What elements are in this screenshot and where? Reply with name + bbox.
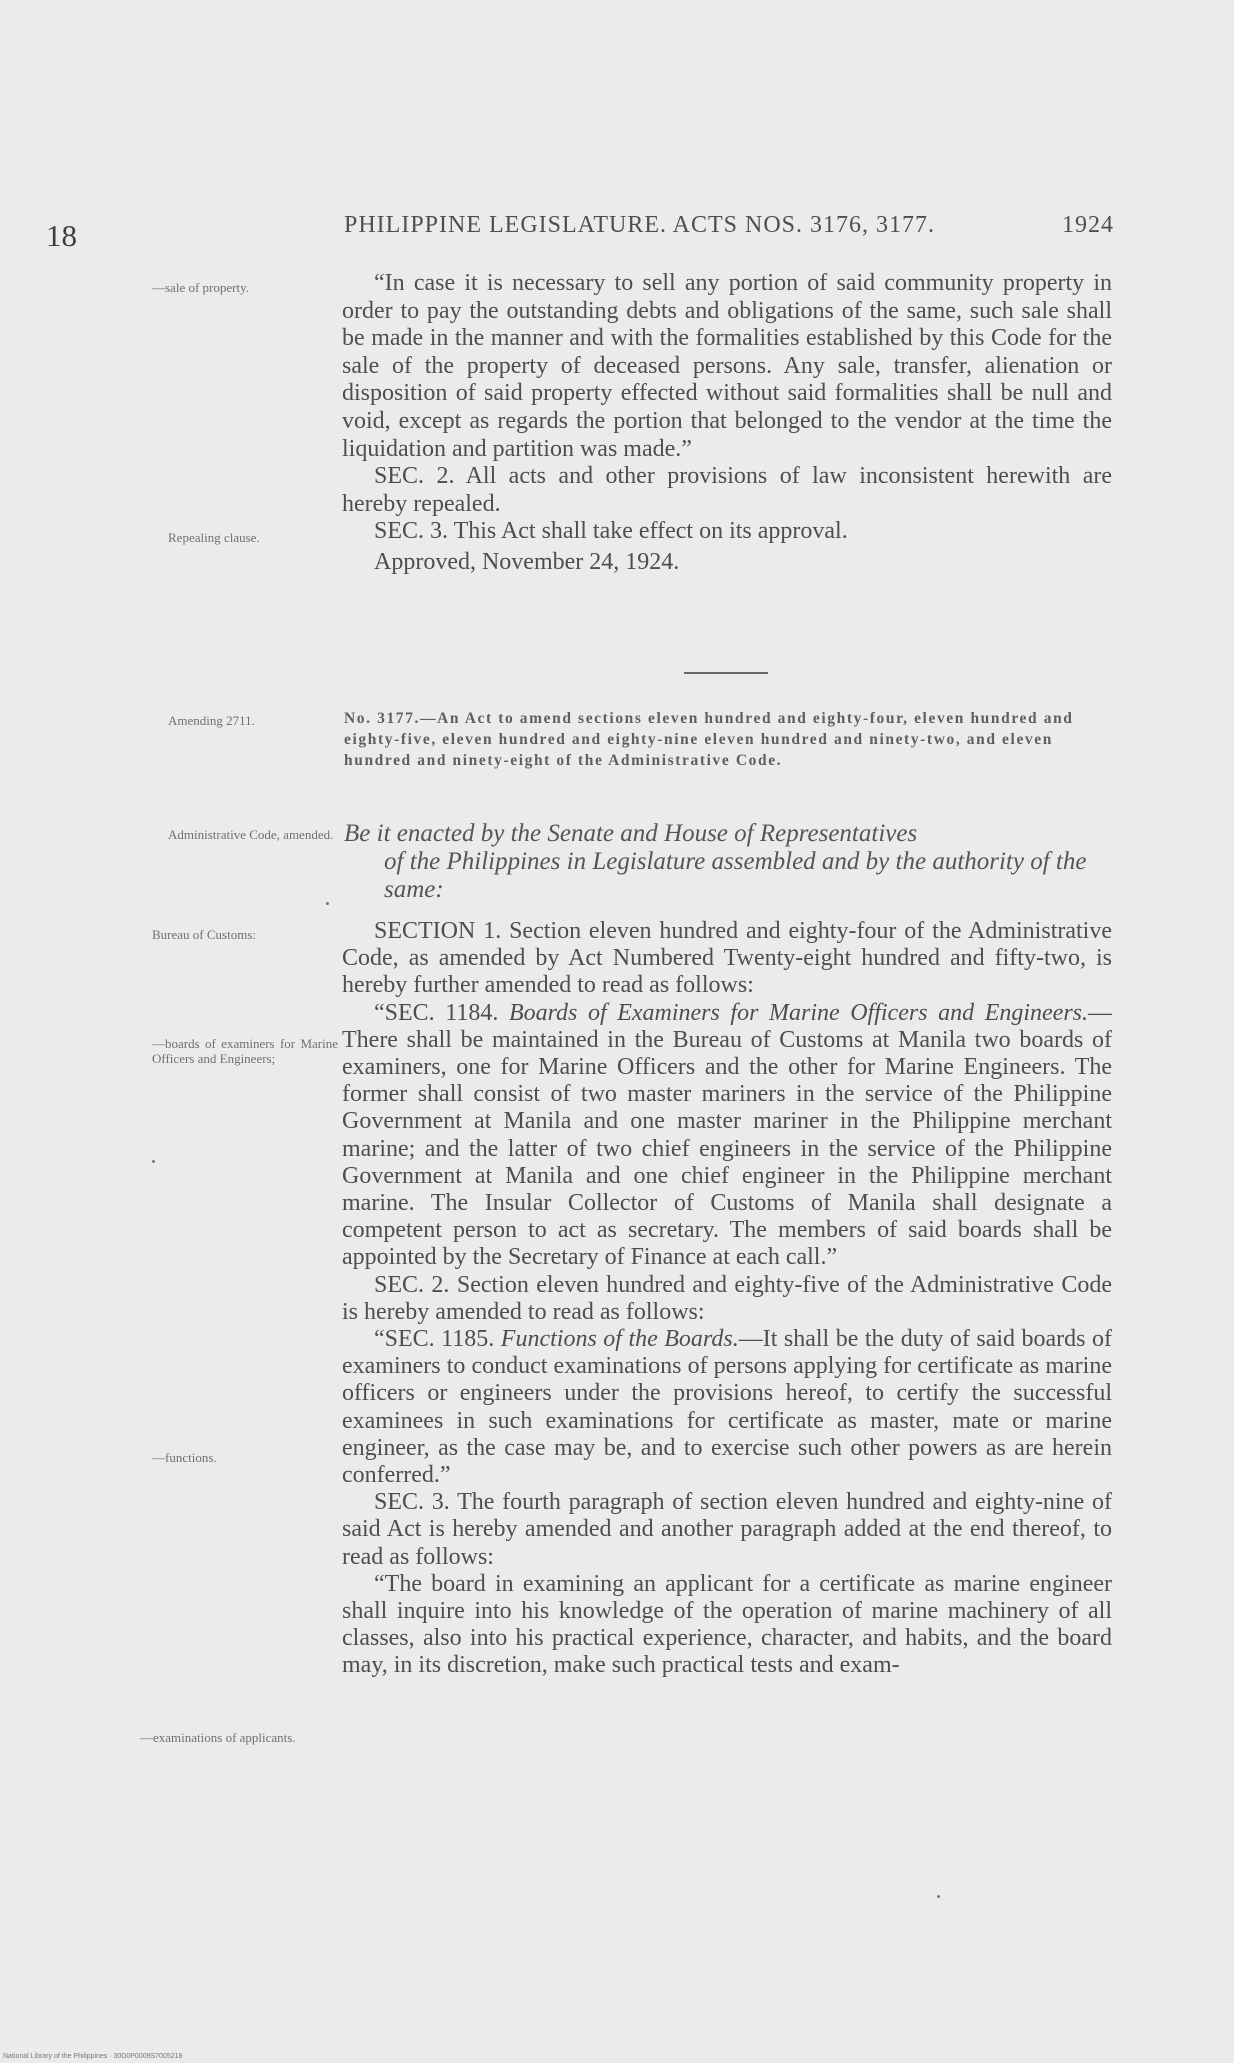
section-heading: Functions of the Boards. [500,1326,739,1353]
section-label: SEC. 3. [374,518,449,545]
section-1184 [342,1000,1112,1272]
running-head [344,212,1114,239]
act-divider [684,672,768,674]
section-text: Section eleven hundred and eighty-five of the Administrative Code is hereby amended to read as follows: [342,1271,1113,1325]
margin-note-functions: —functions. [152,1450,217,1465]
margin-note-sale: —sale of property. [152,280,249,295]
section-2 [342,1272,1112,1326]
section-label: “SEC. 1184. [374,999,499,1026]
section-text: This Act shall take effect on its approval. [453,518,848,545]
section-label: SEC. 2. [374,1271,450,1298]
act-3176-text [342,270,1112,577]
section-label: SEC. 2. [374,463,455,490]
enacting-clause-first-line: Be it enacted by the Senate and House of Representatives [344,820,918,847]
act-title: —An Act to amend sections eleven hundred and eighty-four, eleven hundred and eighty-five, eleven hundred and eighty-nine eleven hundred and ninety-two, and eleven hundred and ninety-eight of the Administrative Code. [344,710,1074,769]
section-text: —There shall be maintained in the Bureau of Customs at Manila two boards of examiners, one for Marine Officers and the other for Marine Engineers. The former shall consist of two master mariners in the service of the Philippine Government at Manila and one master mariner in the Philippine merchant marine; and the latter of two chief engineers in the service of the Philippine Government at Manila and one chief engineer in the Philippine merchant marine. The Insular Collector of Customs of Manila shall designate a competent person to act as secretary. The members of said boards shall be appointed by the Secretary of Finance at each call.” [342,999,1113,1271]
margin-note-bureau: Bureau of Customs: [152,927,256,942]
section-label: SEC. 3. [374,1489,450,1516]
section-3 [342,1489,1112,1571]
act-3177-title-block [344,708,1112,771]
act-3177-body [342,918,1112,1680]
approval-line: Approved, November 24, 1924. [374,548,680,575]
act-3176-section-3 [342,518,1112,546]
section-1 [342,918,1112,1000]
section-text: The fourth paragraph of section eleven hundred and eighty-nine of said Act is hereby amended and another paragraph added at the end thereof, to read as follows: [342,1489,1113,1570]
section-label: “SEC. 1185. [374,1326,495,1353]
scan-speck [937,1895,940,1898]
scan-speck [326,902,329,905]
scan-footer: National Library of the Philippines · 30D0P0009S7005218 [3,2053,183,2060]
act-3176-quote-paragraph: “In case it is necessary to sell any portion of said community property in order to pay the outstanding debts and obligations of the same, such sale shall be made in the manner and with the formalities established by this Code for the sale of the property of deceased persons. Any sale, transfer, alienation or disposition of said property effected without said formalities shall be null and void, except as regards the portion that belonged to the vendor at the time the liquidation and partition was made.” [342,270,1112,462]
scan-speck [152,1160,155,1163]
margin-note-repealing: Repealing clause. [168,530,260,545]
section-text: All acts and other provisions of law inconsistent herewith are hereby repealed. [342,463,1113,517]
enacting-clause [344,820,1114,904]
act-3176-section-2 [342,463,1112,518]
section-text: Section eleven hundred and eighty-four of the Administrative Code, as amended by Act Numbered Twenty-eight hundred and fifty-two, is hereby further amended to read as follows: [342,918,1112,999]
section-text: —It shall be the duty of said boards of examiners to conduct examinations of persons applying for certificate as marine officers or engineers under the provisions hereof, to certify the successful examinees in such examinations for certificate as master, mate or marine engineer, as the case may be, and to exercise such other powers as are herein conferred.” [342,1326,1113,1489]
section-1189-quote: “The board in examining an applicant for a certificate as marine engineer shall inquire into his knowledge of the operation of marine machinery of all classes, also into his practical experience, character, and habits, and the board may, in its discretion, make such practical tests and exam- [342,1570,1112,1679]
enacting-clause-rest: of the Philippines in Legislature assembled and by the authority of the same: [384,848,1087,903]
margin-note-amending: Amending 2711. [168,713,255,728]
section-heading: Boards of Examiners for Marine Officers and Engineers. [508,999,1089,1026]
section-label: SECTION 1. [374,918,502,944]
act-number: No. 3177. [344,710,420,727]
running-head-title: PHILIPPINE LEGISLATURE. ACTS NOS. 3176, 3177. [344,212,936,238]
margin-note-boards: —boards of examiners for Marine Officers and Engineers; [152,1036,338,1066]
section-1185 [342,1326,1112,1489]
margin-note-admin-code: Administrative Code, amended. [168,827,334,842]
margin-note-examinations: —examinations of applicants. [140,1730,296,1745]
page-number: 18 [46,218,77,253]
running-head-year: 1924 [1062,212,1114,238]
